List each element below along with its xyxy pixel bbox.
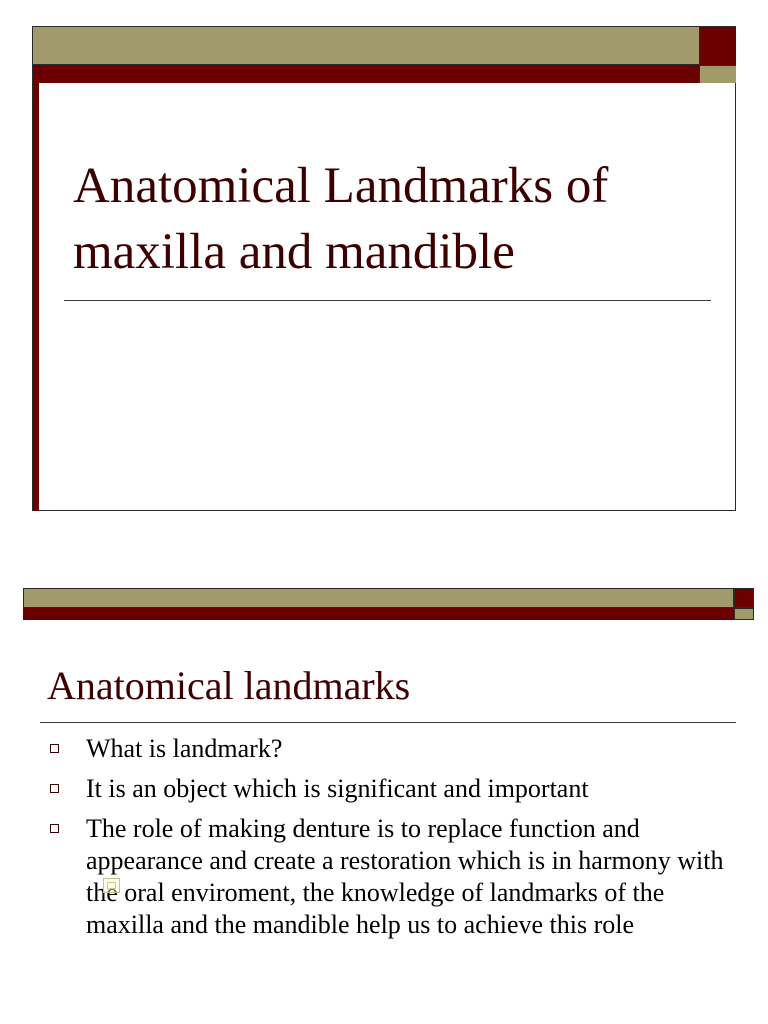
bullet-list [50,733,740,949]
title-slide [32,26,736,511]
header-olive-band [23,588,734,608]
header-maroon-band [23,608,734,620]
hollow-square-bullet-icon [50,824,59,833]
header-maroon-band [33,65,699,83]
slide-title-line-1: Anatomical Landmarks of [73,158,609,214]
list-item [50,733,740,765]
slide-heading: Anatomical landmarks [47,663,411,708]
picture-placeholder-icon [103,878,120,893]
bullet-text: What is landmark? [86,734,283,763]
header-corner-olive-block [734,608,754,620]
header-corner-maroon-block [699,27,736,65]
list-item [50,813,740,941]
slide-title [73,153,713,285]
title-divider [64,300,711,301]
header-olive-band [33,27,699,65]
left-accent-bar [33,83,39,511]
content-slide [23,588,754,1024]
heading-divider [40,722,736,723]
hollow-square-bullet-icon [50,784,59,793]
list-item [50,773,740,805]
bullet-text: The role of making denture is to replace function and appearance and create a restoration which is in harmony with the oral enviroment, the knowledge of landmarks of the maxilla and the mandible help us to achieve this role [86,814,724,939]
slide-title-line-2: maxilla and mandible [73,224,515,280]
header-corner-olive-block [699,65,736,83]
header-corner-maroon-block [734,588,754,608]
bullet-text: It is an object which is significant and important [86,774,589,803]
hollow-square-bullet-icon [50,744,59,753]
